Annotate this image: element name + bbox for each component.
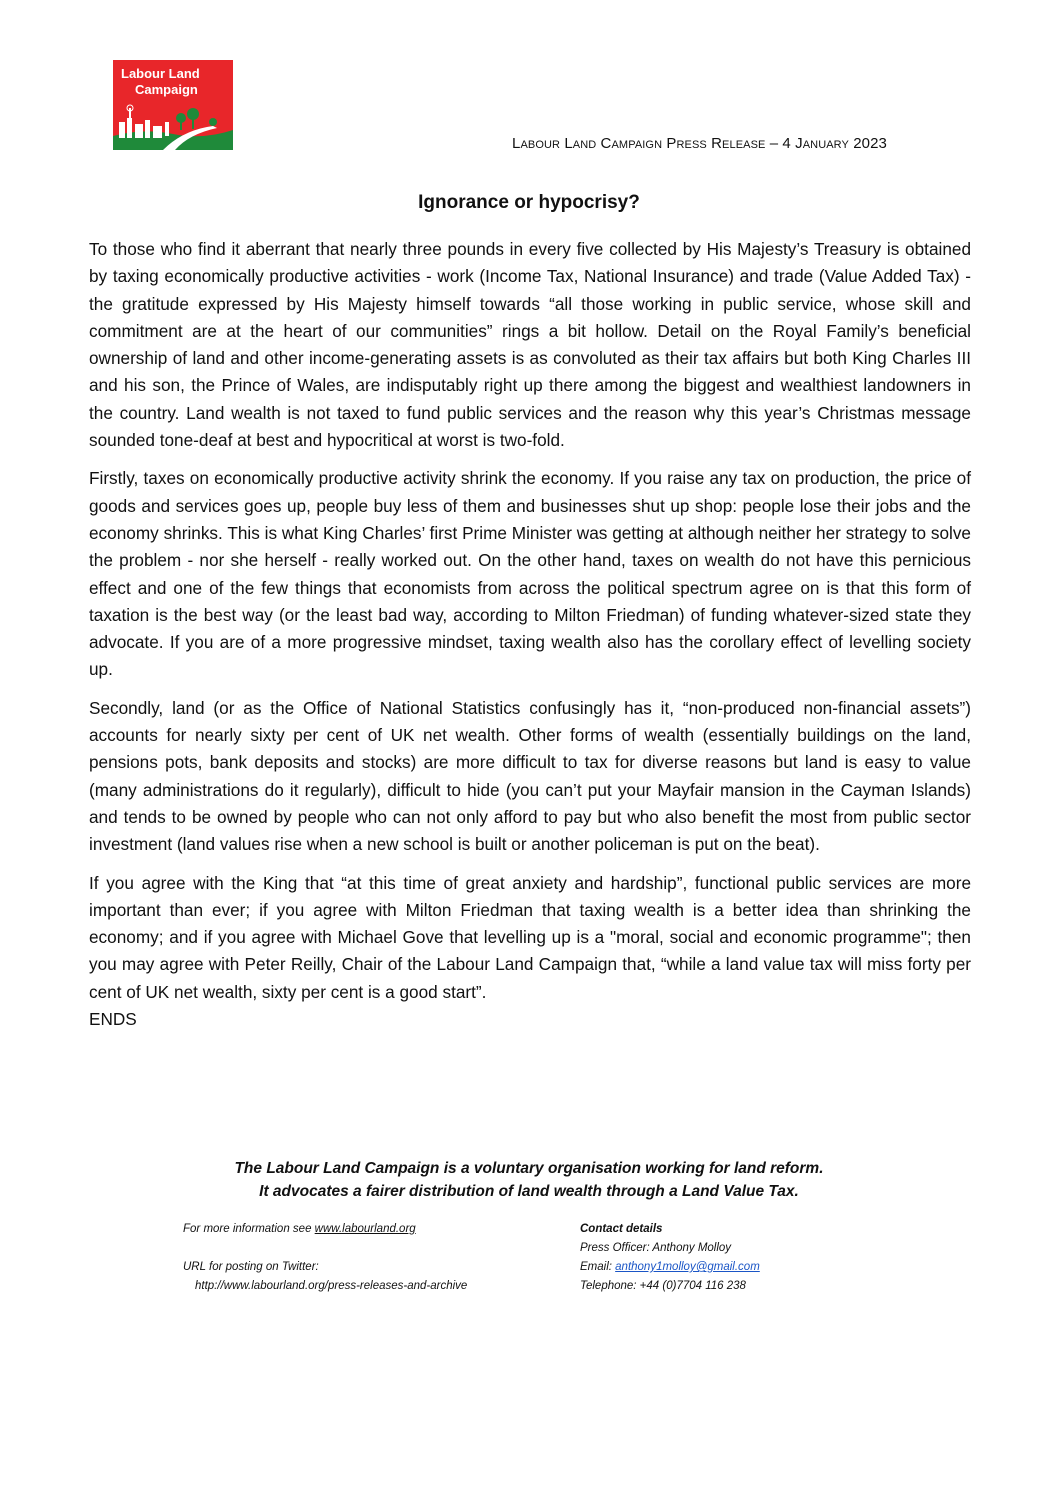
email-link[interactable]: anthony1molloy@gmail.com [615,1261,760,1273]
twitter-url[interactable]: http://www.labourland.org/press-releases-and-archive [195,1280,468,1292]
article-title: Ignorance or hypocrisy? [418,192,640,213]
telephone: Telephone: +44 (0)7704 116 238 [580,1280,746,1292]
tagline-line-1: The Labour Land Campaign is a voluntary organisation working for land reform. [234,1160,824,1177]
more-info [183,1220,523,1239]
dateline-text: Labour Land Campaign Press Release – 4 January 2023 [512,135,888,152]
ends-marker: ENDS [89,1009,137,1030]
email-label: Email: [580,1261,616,1273]
labour-land-campaign-logo [113,60,233,150]
contact-heading: Contact details [580,1223,663,1235]
logo-line-2: Campaign [135,82,198,97]
website-link[interactable]: www.labourland.org [314,1223,416,1235]
paragraph-1: To those who find it aberrant that nearly three pounds in every five collected by His Majesty’s Treasury is obtained by taxing economically productive activities - work (Income Tax, National Insurance) and trade (Value Added Tax) - the gratitude expressed by His Majesty himself towards “all those working in public service, whose skill and commitment are at the heart of our communities” rings a bit hollow. Detail on the Royal Family’s beneficial ownership of land and other income-generating assets is as convoluted as their tax affairs but both King Charles III and his son, the Prince of Wales, are indisputably right up there among the biggest and wealthiest landowners in the country. Land wealth is not taxed to fund public services and the reason why this year’s Christmas message sounded tone-deaf at best and hypocritical at worst is two-fold. [89,239,971,451]
logo-wordmark [121,66,200,98]
twitter-label: URL for posting on Twitter: [183,1261,319,1273]
email-line [580,1258,910,1277]
contact-details [580,1220,910,1296]
footer-info [183,1220,523,1296]
logo-line-1: Labour Land [121,66,200,81]
paragraph-2: Firstly, taxes on economically productive activity shrink the economy. If you raise any tax on production, the price of goods and services goes up, people buy less of them and businesses shut up shop: people lose their jobs and the economy shrinks. This is what King Charles’ first Prime Minister was getting at although neither her strategy to solve the problem - nor she herself - really worked out. On the other hand, taxes on wealth do not have this pernicious effect and one of the few things that economists from across the political spectrum agree on is that this form of taxation is the best way (or the least bad way, according to Milton Friedman) of funding whatever-sized state they advocate. If you are of a more progressive mindset, taxing wealth also has the corollary effect of levelling society up. [89,468,971,680]
more-info-prefix: For more information see [183,1223,315,1235]
organisation-tagline [0,1157,1058,1203]
paragraph-4: If you agree with the King that “at this time of great anxiety and hardship”, functional public services are more important than ever; if you agree with Milton Friedman that taxing wealth is a better idea than shrinking the economy; and if you agree with Michael Gove that levelling up is a "moral, social and economic programme"; then you may agree with Peter Reilly, Chair of the Labour Land Campaign that, “while a land value tax will miss forty per cent of UK net wealth, sixty per cent is a good start”. [89,872,971,1002]
tagline-line-2: It advocates a fairer distribution of land wealth through a Land Value Tax. [259,1183,799,1200]
press-officer: Press Officer: Anthony Molloy [580,1242,732,1254]
press-release-dateline [512,135,952,152]
paragraph-3: Secondly, land (or as the Office of National Statistics confusingly has it, “non-produced non-financial assets”) accounts for nearly sixty per cent of UK net wealth. Other forms of wealth (essentially buildings on the land, pensions pots, bank deposits and stocks) are more difficult to tax for diverse reasons but land is easy to value (many administrations do it regularly), difficult to hide (you can’t put your Mayfair mansion in the Cayman Islands) and tends to be owned by people who can not only afford to pay but who also benefit the most from public sector investment (land values rise when a new school is built or another policeman is put on the beat). [89,697,971,855]
article-body [89,236,971,1033]
